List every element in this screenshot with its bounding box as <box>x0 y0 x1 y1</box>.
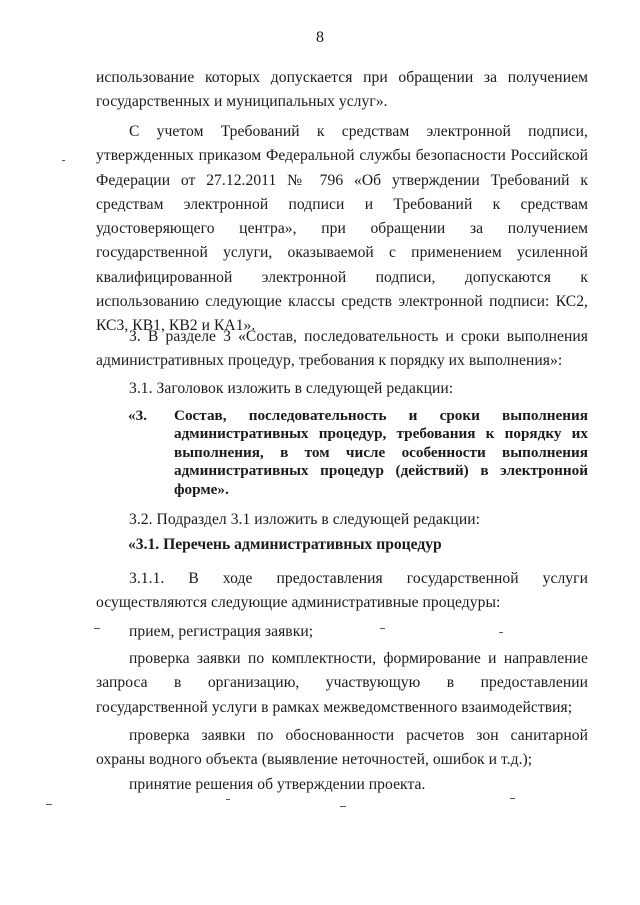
scan-speck <box>226 799 230 800</box>
scan-speck <box>340 806 346 807</box>
section-3-heading-text: Состав, последовательность и сроки выполнения административных процедур, требования к порядку их выполнения, в том числе особенности выполнения административных процедур (действий) в электронной форме». <box>174 407 588 498</box>
section-3-heading-block <box>128 407 588 499</box>
scan-speck <box>94 628 100 629</box>
list-item-calculation-check: проверка заявки по обоснованности расчетов зон санитарной охраны водного объекта (выявление неточностей, ошибок и т.д.); <box>96 727 588 769</box>
scan-speck <box>380 628 385 629</box>
list-item-reception: прием, регистрация заявки; <box>129 623 314 640</box>
section-3-heading-number: «3. <box>128 407 147 424</box>
paragraph-signature-requirements: С учетом Требований к средствам электронной подписи, утвержденных приказом Федеральной службы безопасности Российской Федерации от 27.12.2011 № 796 «Об утверждении Требований к средствам электронной подписи и Требований к средствам удостоверяющего центра», при обращении за получением государственной услуги, оказываемой с применением усиленной квалифицированной электронной подписи, допускаются к использованию следующие классы средств электронной подписи: КС2, КС3, КВ1, КВ2 и КА1». <box>96 123 588 335</box>
paragraph-3-1-1: 3.1.1. В ходе предоставления государственной услуги осуществляются следующие административные процедуры: <box>96 570 588 612</box>
scan-speck <box>499 632 503 633</box>
page-number: 8 <box>316 29 324 46</box>
subsection-3-1-heading: «3.1. Перечень административных процедур <box>128 536 442 553</box>
paragraph-continuation: использование которых допускается при обращении за получением государственных и муниципальных услуг». <box>96 69 588 111</box>
scan-speck <box>510 798 515 799</box>
list-item-completeness-check: проверка заявки по комплектности, формирование и направление запроса в организацию, участвующую в предоставлении государственной услуги в рамках межведомственного взаимодействия; <box>96 650 588 716</box>
paragraph-section-3: 3. В разделе 3 «Состав, последовательность и сроки выполнения административных процедур, требования к порядку их выполнения»: <box>96 328 588 370</box>
scan-speck <box>62 160 65 161</box>
list-item-approval-decision: принятие решения об утверждении проекта. <box>129 776 426 793</box>
scan-speck <box>46 804 52 805</box>
paragraph-3-1: 3.1. Заголовок изложить в следующей редакции: <box>129 380 454 397</box>
paragraph-3-2: 3.2. Подраздел 3.1 изложить в следующей редакции: <box>129 511 480 528</box>
